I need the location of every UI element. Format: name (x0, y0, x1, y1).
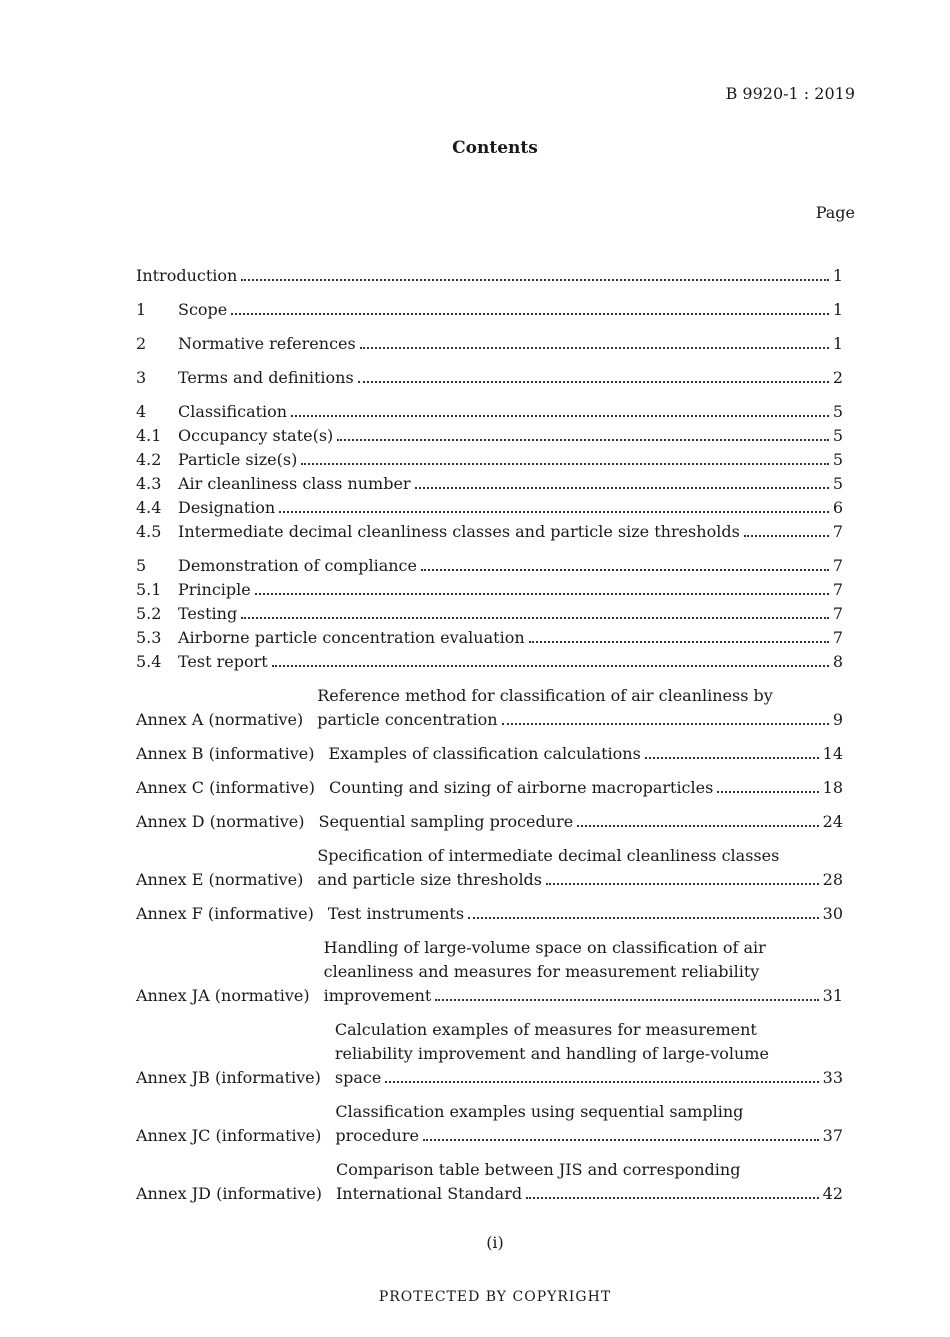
toc-entry-number: 4 (136, 402, 147, 421)
toc-entry-page: 5 (832, 474, 843, 493)
toc-entry-number: 5.2 (136, 604, 162, 623)
annex-label: Annex JD (informative) (136, 1184, 322, 1203)
toc-entry-title: Principle (178, 580, 251, 599)
annex-label: Annex A (normative) (136, 710, 304, 729)
toc-entry-page: 5 (832, 402, 843, 421)
leader-dots (717, 791, 818, 793)
toc-entry-page: 7 (832, 522, 843, 541)
toc-entry-page: 42 (822, 1184, 843, 1203)
toc-entry-annex-c[interactable] (136, 776, 843, 800)
annex-label: Annex E (normative) (136, 870, 304, 889)
toc-entry-title: Particle size(s) (178, 450, 298, 469)
toc-entry-title-line: reliability improvement and handling of large-volume (334, 1044, 769, 1063)
leader-dots (358, 381, 829, 383)
toc-entry-page: 5 (832, 426, 843, 445)
leader-dots (337, 439, 829, 441)
toc-entry-title-line: and particle size thresholds (317, 870, 543, 889)
toc-entry-title: Terms and definitions (178, 368, 354, 387)
copyright-notice: PROTECTED BY COPYRIGHT (378, 1289, 612, 1305)
leader-dots (385, 1081, 818, 1083)
leader-dots (546, 883, 819, 885)
toc-entry-title: Air cleanliness class number (178, 474, 411, 493)
toc-entry-page: 1 (832, 266, 843, 285)
leader-dots (255, 593, 829, 595)
toc-entry-title-line: particle concentration (317, 710, 498, 729)
toc-entry-page: 37 (822, 1126, 843, 1145)
toc-entry-title-line: space (334, 1068, 382, 1087)
toc-entry-title: Scope (178, 300, 228, 319)
toc-entry-page: 5 (832, 450, 843, 469)
toc-entry-page: 7 (832, 580, 843, 599)
toc-entry-number: 5.1 (136, 580, 162, 599)
toc-entry-number: 4.1 (136, 426, 162, 445)
toc-entry-title: Introduction (136, 266, 238, 285)
table-of-contents (136, 264, 843, 1206)
toc-entry-page: 7 (832, 604, 843, 623)
toc-entry-title-line: International Standard (335, 1184, 523, 1203)
toc-entry-intermediate-classes[interactable] (136, 520, 843, 544)
toc-entry-title-line: Comparison table between JIS and corresponding (335, 1160, 741, 1179)
toc-entry-title: Intermediate decimal cleanliness classes and particle size thresholds (178, 522, 740, 541)
toc-entry-occupancy-state[interactable] (136, 424, 843, 448)
toc-entry-title-line: Reference method for classification of air cleanliness by (317, 686, 773, 705)
leader-dots (577, 825, 818, 827)
toc-entry-annex-ja[interactable] (136, 936, 843, 1008)
toc-entry-title-line: Classification examples using sequential sampling (335, 1102, 744, 1121)
toc-entry-terms[interactable] (136, 366, 843, 390)
leader-dots (744, 535, 829, 537)
leader-dots (529, 641, 829, 643)
toc-entry-title: Normative references (178, 334, 356, 353)
annex-label: Annex JC (informative) (136, 1126, 322, 1145)
toc-entry-number: 5.4 (136, 652, 162, 671)
toc-entry-testing[interactable] (136, 602, 843, 626)
toc-entry-title: Airborne particle concentration evaluation (178, 628, 525, 647)
toc-entry-title-line: Counting and sizing of airborne macroparticles (328, 778, 714, 797)
toc-entry-class-number[interactable] (136, 472, 843, 496)
toc-entry-annex-e[interactable] (136, 844, 843, 892)
toc-entry-page: 24 (822, 812, 843, 831)
leader-dots (241, 617, 829, 619)
toc-entry-number: 4.2 (136, 450, 162, 469)
toc-entry-page: 30 (822, 904, 843, 923)
page-number: (i) (486, 1233, 504, 1252)
leader-dots (301, 463, 828, 465)
toc-entry-number: 4.5 (136, 522, 162, 541)
toc-entry-annex-a[interactable] (136, 684, 843, 732)
leader-dots (360, 347, 829, 349)
toc-entry-page: 9 (832, 710, 843, 729)
toc-entry-particle-sizes[interactable] (136, 448, 843, 472)
leader-dots (272, 665, 829, 667)
leader-dots (421, 569, 829, 571)
toc-entry-designation[interactable] (136, 496, 843, 520)
document-number: B 9920-1 : 2019 (725, 84, 855, 103)
toc-entry-title: Designation (178, 498, 276, 517)
leader-dots (526, 1197, 819, 1199)
toc-entry-annex-jc[interactable] (136, 1100, 843, 1148)
toc-entry-annex-jb[interactable] (136, 1018, 843, 1090)
leader-dots (435, 999, 818, 1001)
toc-entry-title: Demonstration of compliance (178, 556, 417, 575)
toc-entry-introduction[interactable] (136, 264, 843, 288)
toc-entry-page: 28 (822, 870, 843, 889)
leader-dots (502, 723, 829, 725)
toc-entry-annex-f[interactable] (136, 902, 843, 926)
toc-entry-page: 1 (832, 300, 843, 319)
annex-label: Annex F (informative) (136, 904, 314, 923)
leader-dots (291, 415, 829, 417)
toc-entry-number: 4.4 (136, 498, 162, 517)
toc-entry-title: Test report (178, 652, 268, 671)
toc-entry-title-line: Specification of intermediate decimal cleanliness classes (317, 846, 780, 865)
toc-entry-title-line: Test instruments (327, 904, 465, 923)
leader-dots (241, 279, 828, 281)
toc-entry-demonstration[interactable] (136, 554, 843, 578)
toc-entry-page: 31 (822, 986, 843, 1005)
toc-entry-title-line: cleanliness and measures for measurement reliability (323, 962, 760, 981)
toc-entry-number: 1 (136, 300, 147, 319)
toc-entry-title-line: improvement (323, 986, 432, 1005)
toc-entry-number: 4.3 (136, 474, 162, 493)
toc-entry-page: 18 (822, 778, 843, 797)
toc-entry-concentration-evaluation[interactable] (136, 626, 843, 650)
leader-dots (231, 313, 829, 315)
leader-dots (645, 757, 819, 759)
toc-entry-page: 6 (832, 498, 843, 517)
toc-entry-page: 14 (822, 744, 843, 763)
toc-entry-title: Occupancy state(s) (178, 426, 334, 445)
toc-entry-test-report[interactable] (136, 650, 843, 674)
toc-entry-title-line: Handling of large-volume space on classification of air (323, 938, 766, 957)
page-column-label: Page (815, 203, 855, 222)
toc-entry-annex-d[interactable] (136, 810, 843, 834)
toc-entry-annex-b[interactable] (136, 742, 843, 766)
annex-label: Annex JB (informative) (136, 1068, 321, 1087)
toc-entry-number: 5.3 (136, 628, 162, 647)
toc-entry-page: 1 (832, 334, 843, 353)
annex-label: Annex JA (normative) (136, 986, 310, 1005)
toc-entry-title-line: procedure (335, 1126, 419, 1145)
toc-entry-page: 7 (832, 628, 843, 647)
toc-entry-title: Classification (178, 402, 288, 421)
leader-dots (423, 1139, 819, 1141)
toc-entry-page: 2 (832, 368, 843, 387)
toc-entry-principle[interactable] (136, 578, 843, 602)
toc-entry-number: 3 (136, 368, 147, 387)
toc-entry-scope[interactable] (136, 298, 843, 322)
toc-entry-title-line: Calculation examples of measures for measurement (334, 1020, 757, 1039)
toc-entry-classification[interactable] (136, 400, 843, 424)
leader-dots (279, 511, 829, 513)
toc-entry-annex-jd[interactable] (136, 1158, 843, 1206)
toc-entry-normative-references[interactable] (136, 332, 843, 356)
annex-label: Annex B (informative) (136, 744, 315, 763)
toc-entry-number: 5 (136, 556, 147, 575)
leader-dots (468, 917, 819, 919)
toc-entry-page: 8 (832, 652, 843, 671)
toc-entry-page: 7 (832, 556, 843, 575)
toc-entry-title-line: Sequential sampling procedure (318, 812, 574, 831)
toc-entry-title: Testing (178, 604, 238, 623)
annex-label: Annex D (normative) (136, 812, 305, 831)
toc-entry-title-line: Examples of classification calculations (328, 744, 641, 763)
contents-title: Contents (452, 138, 538, 158)
leader-dots (415, 487, 829, 489)
annex-label: Annex C (informative) (136, 778, 315, 797)
toc-entry-page: 33 (822, 1068, 843, 1087)
toc-entry-number: 2 (136, 334, 147, 353)
